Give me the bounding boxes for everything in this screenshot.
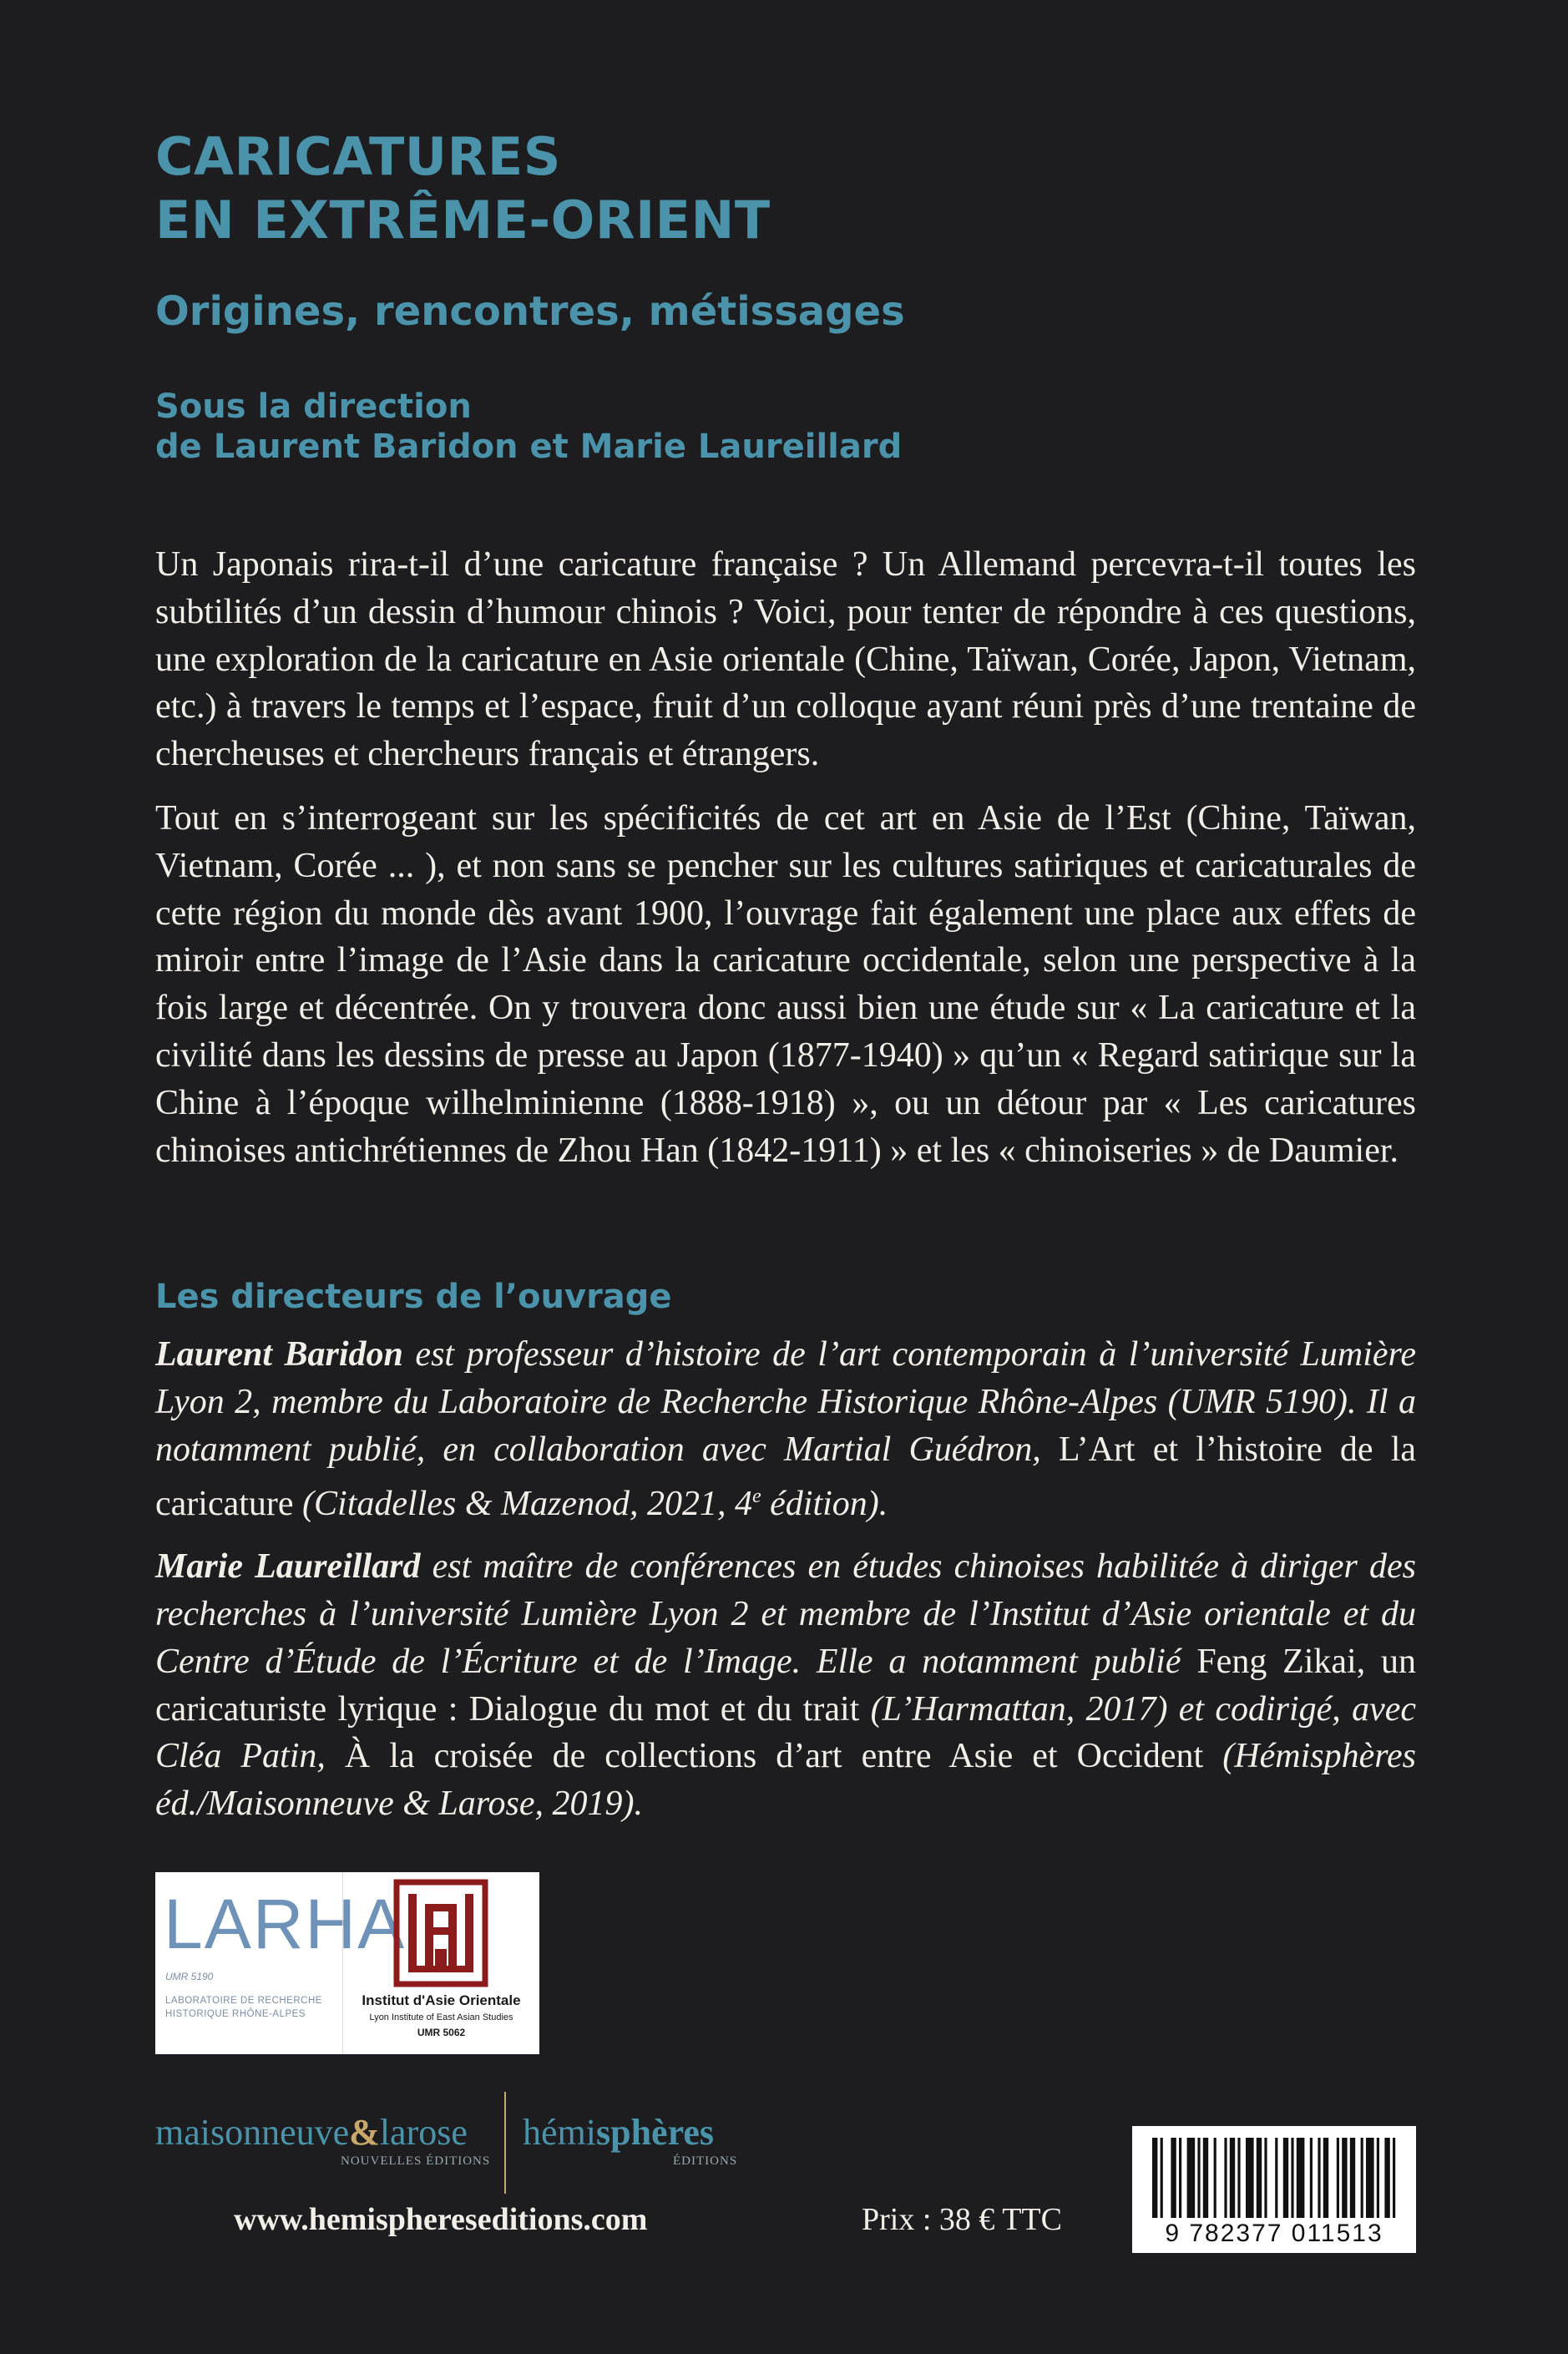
book-title bbox=[155, 125, 771, 252]
bio-baridon-text-3: édition). bbox=[761, 1485, 888, 1524]
iao-umr: UMR 5062 bbox=[417, 2027, 466, 2038]
barcode-bar bbox=[1377, 2138, 1379, 2218]
bio-laureillard-text-3: (Hémisphères éd./Maisonneuve & Larose, 2019). bbox=[155, 1737, 1416, 1824]
publisher-maisonneuve-larose bbox=[155, 2111, 468, 2154]
publisher-hemi-word-1: hémi bbox=[523, 2112, 596, 2153]
publisher-website: www.hemisphereseditions.com bbox=[234, 2202, 648, 2237]
description-paragraph-1: Un Japonais rira-t-il d’une caricature française ? Un Allemand percevra-t-il toutes les subtilités d’un dessin d’humour chinois ? Voici, pour tenter de répondre à ces questions, une exploration de la caricature en Asie orientale (Chine, Taïwan, Corée, Japon, Vietnam, etc.) à travers le temps et l’espace, fruit d’un colloque ayant réuni près d’une trentaine de chercheuses et chercheurs français et étrangers. bbox=[155, 545, 1416, 774]
barcode-bar bbox=[1337, 2138, 1339, 2218]
barcode-bar bbox=[1224, 2138, 1227, 2218]
iao-english-name: Lyon Institute of East Asian Studies bbox=[369, 2012, 513, 2022]
barcode-bar bbox=[1171, 2138, 1176, 2218]
bio-baridon-sup: e bbox=[751, 1486, 761, 1508]
director-bios bbox=[155, 1331, 1416, 1843]
title-line-1: CARICATURES bbox=[155, 126, 561, 187]
title-line-2: EN EXTRÊME-ORIENT bbox=[155, 190, 771, 251]
larha-umr: UMR 5190 bbox=[165, 1971, 214, 1982]
barcode-bar bbox=[1350, 2138, 1355, 2218]
larha-subtitle-2: HISTORIQUE RHÔNE-ALPES bbox=[165, 2009, 306, 2019]
bio-baridon-book: L’Art et l’histoire de la caricature bbox=[155, 1430, 1416, 1524]
directors-heading: Les directeurs de l’ouvrage bbox=[155, 1278, 672, 1316]
barcode-bar bbox=[1384, 2138, 1389, 2218]
bio-laureillard-text-2: (L’Harmattan, 2017) et codirigé, avec Cléa Patin, bbox=[155, 1689, 1416, 1776]
description-paragraph-2: Tout en s’interrogeant sur les spécificités de cet art en Asie de l’Est (Chine, Taïwan, Vietnam, Corée ... ), et non sans se pencher sur les cultures satiriques et caricaturales de cette région du monde dès avant 1900, l’ouvrage fait également une place aux effets de miroir entre l’image de l’Asie dans la caricature occidentale, selon une perspective à la fois large et décentrée. On y trouvera donc aussi bien une étude sur « La caricature et la civilité dans les dessins de presse au Japon (1877-1940) » qu’un « Regard satirique sur la Chine à l’époque wilhelminienne (1888-1918) », ou un détour par « Les caricatures chinoises antichrétiennes de Zhou Han (1842-1911) » et les « chinoiseries » de Daumier. bbox=[155, 798, 1416, 1170]
barcode-bar bbox=[1203, 2138, 1208, 2218]
barcode-bar bbox=[1161, 2138, 1163, 2218]
barcode-bar bbox=[1152, 2138, 1157, 2218]
barcode-bar bbox=[1342, 2138, 1347, 2218]
barcode-bar bbox=[1197, 2138, 1200, 2218]
editors-line-2: de Laurent Baridon et Marie Laureillard bbox=[155, 428, 903, 466]
barcode-bar bbox=[1230, 2138, 1235, 2218]
bio-laureillard-name: Marie Laureillard bbox=[155, 1547, 421, 1587]
barcode-bar bbox=[1246, 2138, 1254, 2218]
barcode-bar bbox=[1318, 2138, 1320, 2218]
publisher-ml-ampersand: & bbox=[349, 2112, 380, 2153]
barcode-bar bbox=[1283, 2138, 1288, 2218]
barcode-bar bbox=[1264, 2138, 1267, 2218]
barcode-bar bbox=[1393, 2138, 1395, 2218]
publisher-hemispheres bbox=[523, 2111, 714, 2154]
bio-baridon bbox=[155, 1331, 1416, 1528]
barcode-bar bbox=[1310, 2138, 1313, 2218]
barcode-bar bbox=[1179, 2138, 1181, 2218]
barcode-bar bbox=[1366, 2138, 1374, 2218]
barcode-bar bbox=[1187, 2138, 1196, 2218]
bio-baridon-text-1: est professeur d’histoire de l’art contemporain à l’université Lumière Lyon 2, membre du Laboratoire de Recherche Historique Rhône-Alpes (UMR 5190). Il a notamment publié, en collaboration avec Martial Guédron, bbox=[155, 1335, 1416, 1469]
larha-wordmark: LARHA bbox=[164, 1885, 407, 1963]
barcode-bar bbox=[1214, 2138, 1216, 2218]
publisher-ml-word-1: maisonneuve bbox=[155, 2112, 350, 2153]
iao-seal-icon bbox=[393, 1879, 488, 1987]
bio-baridon-text-2: (Citadelles & Mazenod, 2021, 4 bbox=[293, 1485, 752, 1524]
description bbox=[155, 541, 1416, 1191]
larha-logo bbox=[155, 1872, 407, 2054]
bio-laureillard-book-1: Feng Zikai, un caricaturiste lyrique : Dialogue du mot et du trait bbox=[155, 1642, 1417, 1729]
editors-line-1: Sous la direction bbox=[155, 387, 472, 426]
bio-laureillard bbox=[155, 1543, 1416, 1828]
publisher-ml-word-2: larose bbox=[379, 2112, 468, 2153]
iao-name: Institut d'Asie Orientale bbox=[362, 1992, 521, 2008]
barcode-bar bbox=[1361, 2138, 1363, 2218]
price: Prix : 38 € TTC bbox=[862, 2202, 1062, 2237]
bio-laureillard-text-1: est maître de conférences en études chinoises habilitée à diriger des recherches à l’université Lumière Lyon 2 et membre de l’Institut d’Asie orientale et du Centre d’Étude de l’Écriture et de l’Image. Elle a notamment publié bbox=[155, 1547, 1416, 1681]
iao-logo bbox=[342, 1872, 539, 2054]
editors bbox=[155, 387, 902, 467]
publisher-hemi-subtitle: ÉDITIONS bbox=[673, 2154, 738, 2168]
barcode-bar bbox=[1291, 2138, 1293, 2218]
bio-laureillard-book-2: À la croisée de collections d’art entre Asie et Occident bbox=[344, 1737, 1204, 1776]
isbn-number: 9 782377 011513 bbox=[1165, 2220, 1383, 2247]
publisher-divider bbox=[504, 2092, 506, 2194]
barcode-bar bbox=[1323, 2138, 1328, 2218]
partner-logos bbox=[155, 1872, 539, 2054]
isbn-barcode bbox=[1132, 2126, 1416, 2253]
barcode-bar bbox=[1297, 2138, 1305, 2218]
barcode-bar bbox=[1257, 2138, 1262, 2218]
book-subtitle: Origines, rencontres, métissages bbox=[155, 288, 905, 335]
barcode-bar bbox=[1237, 2138, 1240, 2218]
publisher-hemi-word-2: sphères bbox=[595, 2112, 714, 2153]
barcode-bar bbox=[1275, 2138, 1277, 2218]
larha-subtitle-1: LABORATOIRE DE RECHERCHE bbox=[165, 1996, 322, 2006]
bio-baridon-name: Laurent Baridon bbox=[155, 1335, 403, 1374]
publisher-ml-subtitle: NOUVELLES ÉDITIONS bbox=[341, 2154, 491, 2168]
